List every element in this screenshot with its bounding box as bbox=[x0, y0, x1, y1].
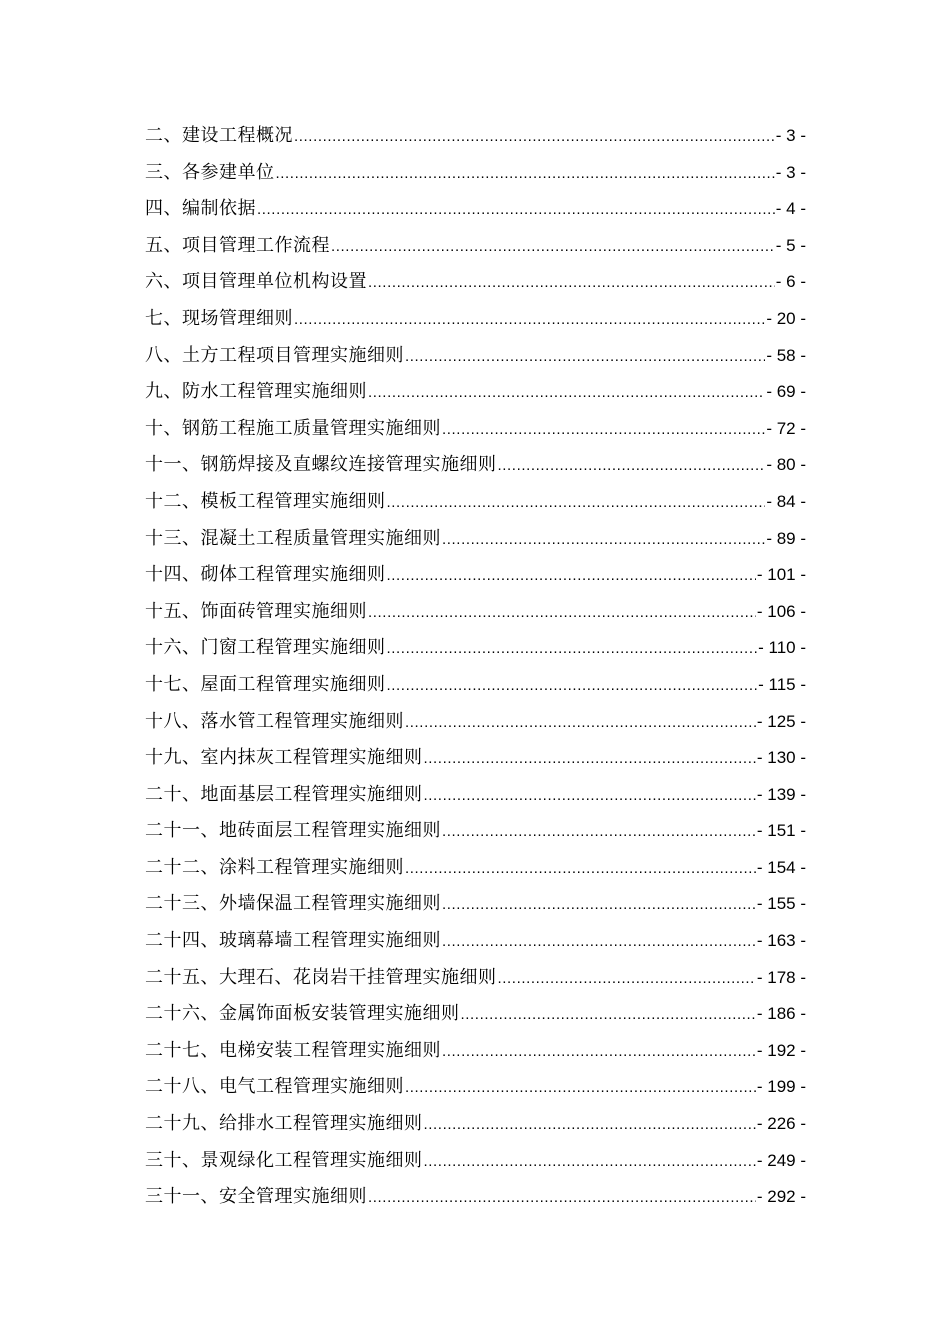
toc-entry-title: 十七、屋面工程管理实施细则 bbox=[145, 673, 386, 695]
toc-entry-title: 十六、门窗工程管理实施细则 bbox=[145, 637, 386, 659]
toc-dot-leader bbox=[424, 778, 756, 815]
toc-entry-title: 十三、混凝土工程质量管理实施细则 bbox=[145, 527, 441, 549]
toc-entry-page-number: - 192 - bbox=[756, 1040, 806, 1060]
toc-entry-page-number: - 199 - bbox=[756, 1077, 806, 1097]
toc-dot-leader bbox=[405, 705, 756, 742]
toc-dot-leader bbox=[461, 997, 756, 1034]
toc-dot-leader bbox=[424, 1107, 756, 1144]
toc-entry-page-number: - 110 - bbox=[758, 638, 806, 658]
toc-dot-leader bbox=[405, 851, 756, 888]
toc-entry-title: 二十五、大理石、花岗岩干挂管理实施细则 bbox=[145, 966, 497, 988]
toc-entry-title: 十四、砌体工程管理实施细则 bbox=[145, 564, 386, 586]
toc-entry-page-number: - 155 - bbox=[756, 894, 806, 914]
toc-entry-title: 三十、景观绿化工程管理实施细则 bbox=[145, 1149, 423, 1171]
toc-dot-leader bbox=[442, 887, 756, 924]
toc-entry[interactable] bbox=[145, 740, 806, 777]
toc-entry-page-number: - 3 - bbox=[775, 162, 806, 182]
toc-dot-leader bbox=[331, 229, 775, 266]
toc-entry-page-number: - 115 - bbox=[758, 674, 806, 694]
toc-entry-page-number: - 292 - bbox=[756, 1187, 806, 1207]
toc-entry-page-number: - 72 - bbox=[766, 418, 806, 438]
toc-entry-page-number: - 101 - bbox=[756, 565, 806, 585]
toc-dot-leader bbox=[294, 302, 765, 339]
toc-entry-title: 二十、地面基层工程管理实施细则 bbox=[145, 783, 423, 805]
toc-dot-leader bbox=[424, 741, 756, 778]
toc-entry[interactable] bbox=[145, 850, 806, 887]
toc-dot-leader bbox=[294, 119, 775, 156]
toc-dot-leader bbox=[442, 1034, 756, 1071]
toc-entry[interactable] bbox=[145, 521, 806, 558]
toc-entry-title: 十五、饰面砖管理实施细则 bbox=[145, 600, 367, 622]
toc-dot-leader bbox=[276, 156, 775, 193]
toc-entry-title: 四、编制依据 bbox=[145, 198, 256, 220]
toc-dot-leader bbox=[405, 339, 765, 376]
toc-entry[interactable] bbox=[145, 447, 806, 484]
toc-entry-page-number: - 226 - bbox=[756, 1114, 806, 1134]
toc-entry[interactable] bbox=[145, 1033, 806, 1070]
toc-entry-title: 二十三、外墙保温工程管理实施细则 bbox=[145, 893, 441, 915]
toc-entry[interactable] bbox=[145, 411, 806, 448]
toc-entry[interactable] bbox=[145, 264, 806, 301]
toc-entry-page-number: - 139 - bbox=[756, 784, 806, 804]
toc-entry-page-number: - 89 - bbox=[766, 528, 806, 548]
toc-entry-title: 七、现场管理细则 bbox=[145, 307, 293, 329]
toc-entry-page-number: - 5 - bbox=[775, 235, 806, 255]
toc-entry-title: 二、建设工程概况 bbox=[145, 125, 293, 146]
toc-entry[interactable] bbox=[145, 886, 806, 923]
toc-entry-title: 五、项目管理工作流程 bbox=[145, 234, 330, 256]
toc-entry-title: 二十四、玻璃幕墙工程管理实施细则 bbox=[145, 930, 441, 952]
toc-entry-page-number: - 69 - bbox=[766, 382, 806, 402]
toc-entry-page-number: - 106 - bbox=[756, 601, 806, 621]
toc-entry[interactable] bbox=[145, 301, 806, 338]
toc-entry-title: 三十一、安全管理实施细则 bbox=[145, 1186, 367, 1208]
toc-dot-leader bbox=[368, 265, 775, 302]
toc-entry-page-number: - 20 - bbox=[766, 308, 806, 328]
toc-dot-leader bbox=[405, 1070, 756, 1107]
toc-dot-leader bbox=[387, 558, 756, 595]
toc-entry-title: 三、各参建单位 bbox=[145, 161, 275, 183]
toc-entry[interactable] bbox=[145, 960, 806, 997]
toc-entry-title: 二十六、金属饰面板安装管理实施细则 bbox=[145, 1003, 460, 1025]
toc-entry[interactable] bbox=[145, 1179, 806, 1216]
toc-entry[interactable] bbox=[145, 1106, 806, 1143]
toc-dot-leader bbox=[424, 1144, 756, 1181]
toc-entry-page-number: - 130 - bbox=[756, 748, 806, 768]
toc-entry-page-number: - 84 - bbox=[766, 491, 806, 511]
toc-entry-title: 十八、落水管工程管理实施细则 bbox=[145, 710, 404, 732]
toc-dot-leader bbox=[368, 595, 756, 632]
toc-dot-leader bbox=[387, 631, 758, 668]
toc-entry-title: 二十七、电梯安装工程管理实施细则 bbox=[145, 1039, 441, 1061]
toc-entry-page-number: - 58 - bbox=[766, 345, 806, 365]
toc-entry[interactable] bbox=[145, 630, 806, 667]
toc-entry-page-number: - 80 - bbox=[766, 455, 806, 475]
toc-entry-page-number: - 249 - bbox=[756, 1150, 806, 1170]
toc-entry-title: 十二、模板工程管理实施细则 bbox=[145, 490, 386, 512]
toc-entry[interactable] bbox=[145, 338, 806, 375]
toc-entry[interactable] bbox=[145, 594, 806, 631]
toc-entry[interactable] bbox=[145, 557, 806, 594]
toc-entry-page-number: - 154 - bbox=[756, 857, 806, 877]
toc-entry-title: 十一、钢筋焊接及直螺纹连接管理实施细则 bbox=[145, 454, 497, 476]
toc-entry[interactable] bbox=[145, 191, 806, 228]
toc-dot-leader bbox=[368, 375, 765, 412]
toc-entry[interactable] bbox=[145, 996, 806, 1033]
toc-entry-title: 八、土方工程项目管理实施细则 bbox=[145, 344, 404, 366]
toc-entry[interactable] bbox=[145, 374, 806, 411]
toc-entry[interactable] bbox=[145, 228, 806, 265]
toc-entry[interactable] bbox=[145, 923, 806, 960]
toc-dot-leader bbox=[368, 1180, 756, 1217]
toc-entry-page-number: - 125 - bbox=[756, 711, 806, 731]
toc-entry-title: 二十二、涂料工程管理实施细则 bbox=[145, 856, 404, 878]
toc-entry-title: 二十八、电气工程管理实施细则 bbox=[145, 1076, 404, 1098]
toc-dot-leader bbox=[442, 412, 765, 449]
toc-entry-title: 十九、室内抹灰工程管理实施细则 bbox=[145, 747, 423, 769]
toc-entry-page-number: - 3 - bbox=[775, 126, 806, 145]
toc-dot-leader bbox=[387, 485, 766, 522]
toc-dot-leader bbox=[442, 814, 756, 851]
toc-entry-page-number: - 6 - bbox=[775, 272, 806, 292]
toc-entry[interactable] bbox=[145, 118, 806, 155]
toc-dot-leader bbox=[257, 192, 775, 229]
toc-entry[interactable] bbox=[145, 704, 806, 741]
toc-entry-title: 十、钢筋工程施工质量管理实施细则 bbox=[145, 417, 441, 439]
toc-entry[interactable] bbox=[145, 813, 806, 850]
toc-entry[interactable] bbox=[145, 1069, 806, 1106]
toc-entry[interactable] bbox=[145, 667, 806, 704]
toc-entry-title: 六、项目管理单位机构设置 bbox=[145, 271, 367, 293]
toc-entry-title: 二十一、地砖面层工程管理实施细则 bbox=[145, 820, 441, 842]
toc-dot-leader bbox=[442, 924, 756, 961]
toc-entry-title: 九、防水工程管理实施细则 bbox=[145, 381, 367, 403]
toc-entry-page-number: - 4 - bbox=[775, 199, 806, 219]
toc-dot-leader bbox=[442, 522, 765, 559]
toc-entry-page-number: - 178 - bbox=[756, 967, 806, 987]
toc-dot-leader bbox=[498, 448, 766, 485]
toc-entry[interactable] bbox=[145, 484, 806, 521]
toc-entry-page-number: - 151 - bbox=[756, 821, 806, 841]
table-of-contents bbox=[145, 118, 806, 1216]
toc-entry-page-number: - 186 - bbox=[756, 1004, 806, 1024]
toc-dot-leader bbox=[498, 961, 756, 998]
toc-entry-page-number: - 163 - bbox=[756, 931, 806, 951]
toc-dot-leader bbox=[387, 668, 758, 705]
toc-entry[interactable] bbox=[145, 155, 806, 192]
toc-entry[interactable] bbox=[145, 777, 806, 814]
toc-entry-title: 二十九、给排水工程管理实施细则 bbox=[145, 1113, 423, 1135]
toc-entry[interactable] bbox=[145, 1143, 806, 1180]
